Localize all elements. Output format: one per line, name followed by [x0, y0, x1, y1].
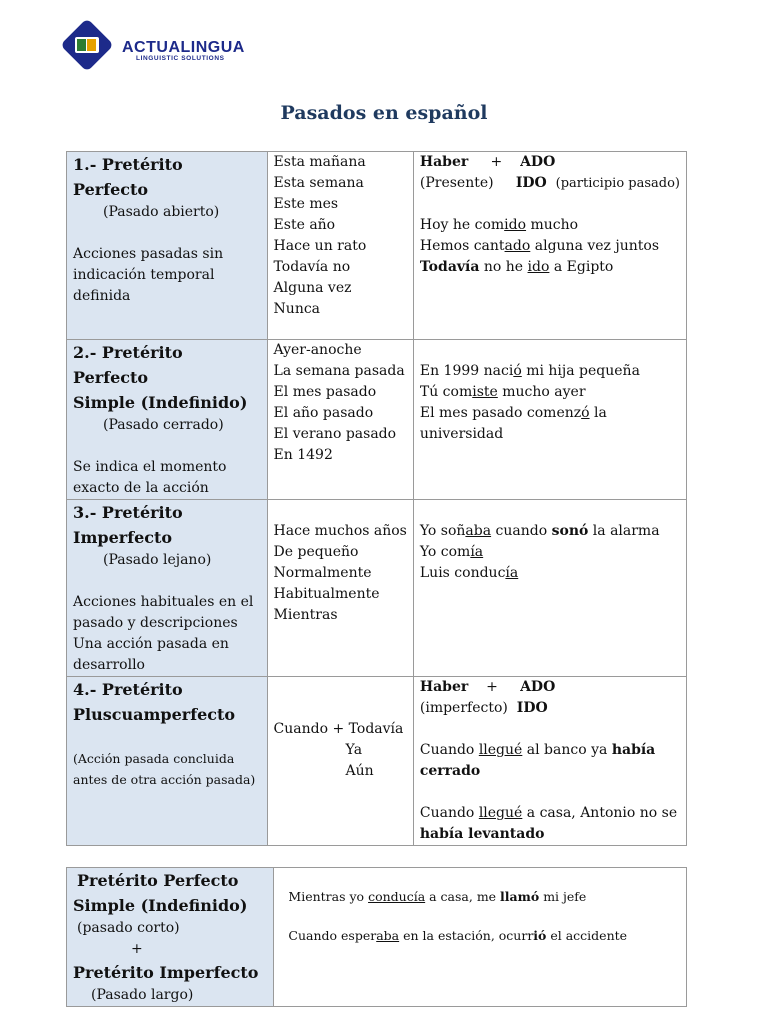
example-line: Hemos cantado alguna vez juntos	[419, 238, 659, 254]
table-row	[67, 340, 687, 500]
time-marker: El año pasado	[273, 405, 374, 421]
example-line: Todavía no he ido a Egipto	[419, 259, 614, 275]
formula-line: (imperfecto) IDO	[419, 700, 548, 716]
table-row	[67, 868, 687, 1007]
example-line: En 1999 nació mi hija pequeña	[419, 363, 640, 379]
examples-cell	[413, 500, 686, 677]
time-marker: Ya	[345, 742, 363, 758]
tense-title: Simple (Indefinido)	[73, 393, 248, 412]
example-line: Cuando esperaba en la estación, ocurrió el accidente	[288, 928, 628, 943]
tense-cell	[67, 500, 268, 677]
tenses-table	[66, 151, 687, 846]
time-marker: De pequeño	[273, 544, 359, 560]
tense-desc: Acciones habituales en el	[73, 594, 254, 610]
combo-subtitle: (pasado corto)	[77, 920, 180, 936]
formula-line: Haber + ADO	[419, 154, 556, 170]
examples-cell	[413, 677, 686, 846]
example-line: Cuando llegué a casa, Antonio no se	[419, 805, 678, 821]
examples-cell	[413, 152, 686, 340]
time-marker: Alguna vez	[273, 280, 352, 296]
combo-plus: +	[131, 941, 143, 957]
combo-examples-cell	[274, 868, 687, 1007]
time-marker: Hace muchos años	[273, 523, 407, 539]
tense-title: 4.- Pretérito	[73, 680, 183, 699]
time-marker: Cuando + Todavía	[273, 721, 404, 737]
combo-title: Pretérito Imperfecto	[73, 963, 259, 982]
tense-desc: exacto de la acción	[73, 480, 209, 496]
tense-title: Pluscuamperfecto	[73, 705, 236, 724]
example-line: Yo soñaba cuando sonó la alarma	[419, 523, 660, 539]
tense-desc: indicación temporal	[73, 267, 215, 283]
example-line: cerrado	[419, 763, 481, 779]
time-marker: Esta semana	[273, 175, 364, 191]
example-line: Mientras yo conducía a casa, me llamó mi jefe	[288, 889, 587, 904]
tense-title: 2.- Pretérito Perfecto	[73, 343, 183, 387]
time-marker: Nunca	[273, 301, 321, 317]
logo-tagline: LINGUISTIC SOLUTIONS	[136, 55, 225, 62]
combo-title: Simple (Indefinido)	[73, 896, 248, 915]
time-marker: Aún	[345, 763, 374, 779]
example-line: había levantado	[419, 826, 545, 842]
time-marker: Habitualmente	[273, 586, 380, 602]
combo-title: Pretérito Perfecto	[77, 871, 239, 890]
tense-title: 1.- Pretérito Perfecto	[73, 155, 183, 199]
table-row	[67, 500, 687, 677]
tense-desc: Una acción pasada en	[73, 636, 229, 652]
tense-desc: Se indica el momento	[73, 459, 227, 475]
example-line: Cuando llegué al banco ya había	[419, 742, 656, 758]
tense-cell	[67, 152, 268, 340]
tense-desc: desarrollo	[73, 657, 145, 673]
tense-cell	[67, 677, 268, 846]
combo-table	[66, 867, 687, 1007]
logo-diamond-icon	[58, 20, 118, 80]
tense-desc: definida	[73, 288, 131, 304]
actualingua-logo	[58, 20, 258, 80]
markers-cell	[267, 677, 413, 846]
time-marker: Hace un rato	[273, 238, 367, 254]
tense-desc: (Acción pasada concluida	[73, 751, 235, 766]
markers-cell	[267, 152, 413, 340]
table-row	[67, 152, 687, 340]
combo-tense-cell	[67, 868, 274, 1007]
tense-title: 3.- Pretérito Imperfecto	[73, 503, 183, 547]
tense-desc: Acciones pasadas sin	[73, 246, 224, 262]
tense-cell	[67, 340, 268, 500]
time-marker: Normalmente	[273, 565, 372, 581]
time-marker: Este mes	[273, 196, 339, 212]
page-title: Pasados en español	[280, 102, 488, 124]
combo-subtitle: (Pasado largo)	[91, 987, 194, 1003]
logo-name: ACTUALINGUA	[122, 39, 245, 56]
markers-cell	[267, 340, 413, 500]
time-marker: En 1492	[273, 447, 333, 463]
time-marker: Mientras	[273, 607, 338, 623]
formula-line: Haber + ADO	[419, 679, 556, 695]
time-marker: Ayer-anoche	[273, 342, 362, 358]
time-marker: El mes pasado	[273, 384, 377, 400]
tense-subtitle: (Pasado abierto)	[103, 204, 220, 220]
time-marker: Esta mañana	[273, 154, 366, 170]
example-line: Luis conducía	[419, 565, 519, 581]
time-marker: Este año	[273, 217, 336, 233]
time-marker: El verano pasado	[273, 426, 397, 442]
tense-subtitle: (Pasado lejano)	[103, 552, 212, 568]
example-line: Tú comiste mucho ayer	[419, 384, 586, 400]
example-line: universidad	[419, 426, 504, 442]
tense-desc: antes de otra acción pasada)	[73, 772, 256, 787]
example-line: El mes pasado comenzó la	[419, 405, 607, 421]
tense-subtitle: (Pasado cerrado)	[103, 417, 224, 433]
tense-desc: pasado y descripciones	[73, 615, 238, 631]
examples-cell	[413, 340, 686, 500]
markers-cell	[267, 500, 413, 677]
table-row	[67, 677, 687, 846]
formula-line: (Presente) IDO (participio pasado)	[419, 175, 680, 191]
time-marker: La semana pasada	[273, 363, 405, 379]
example-line: Yo comía	[419, 544, 484, 560]
example-line: Hoy he comido mucho	[419, 217, 579, 233]
time-marker: Todavía no	[273, 259, 351, 275]
